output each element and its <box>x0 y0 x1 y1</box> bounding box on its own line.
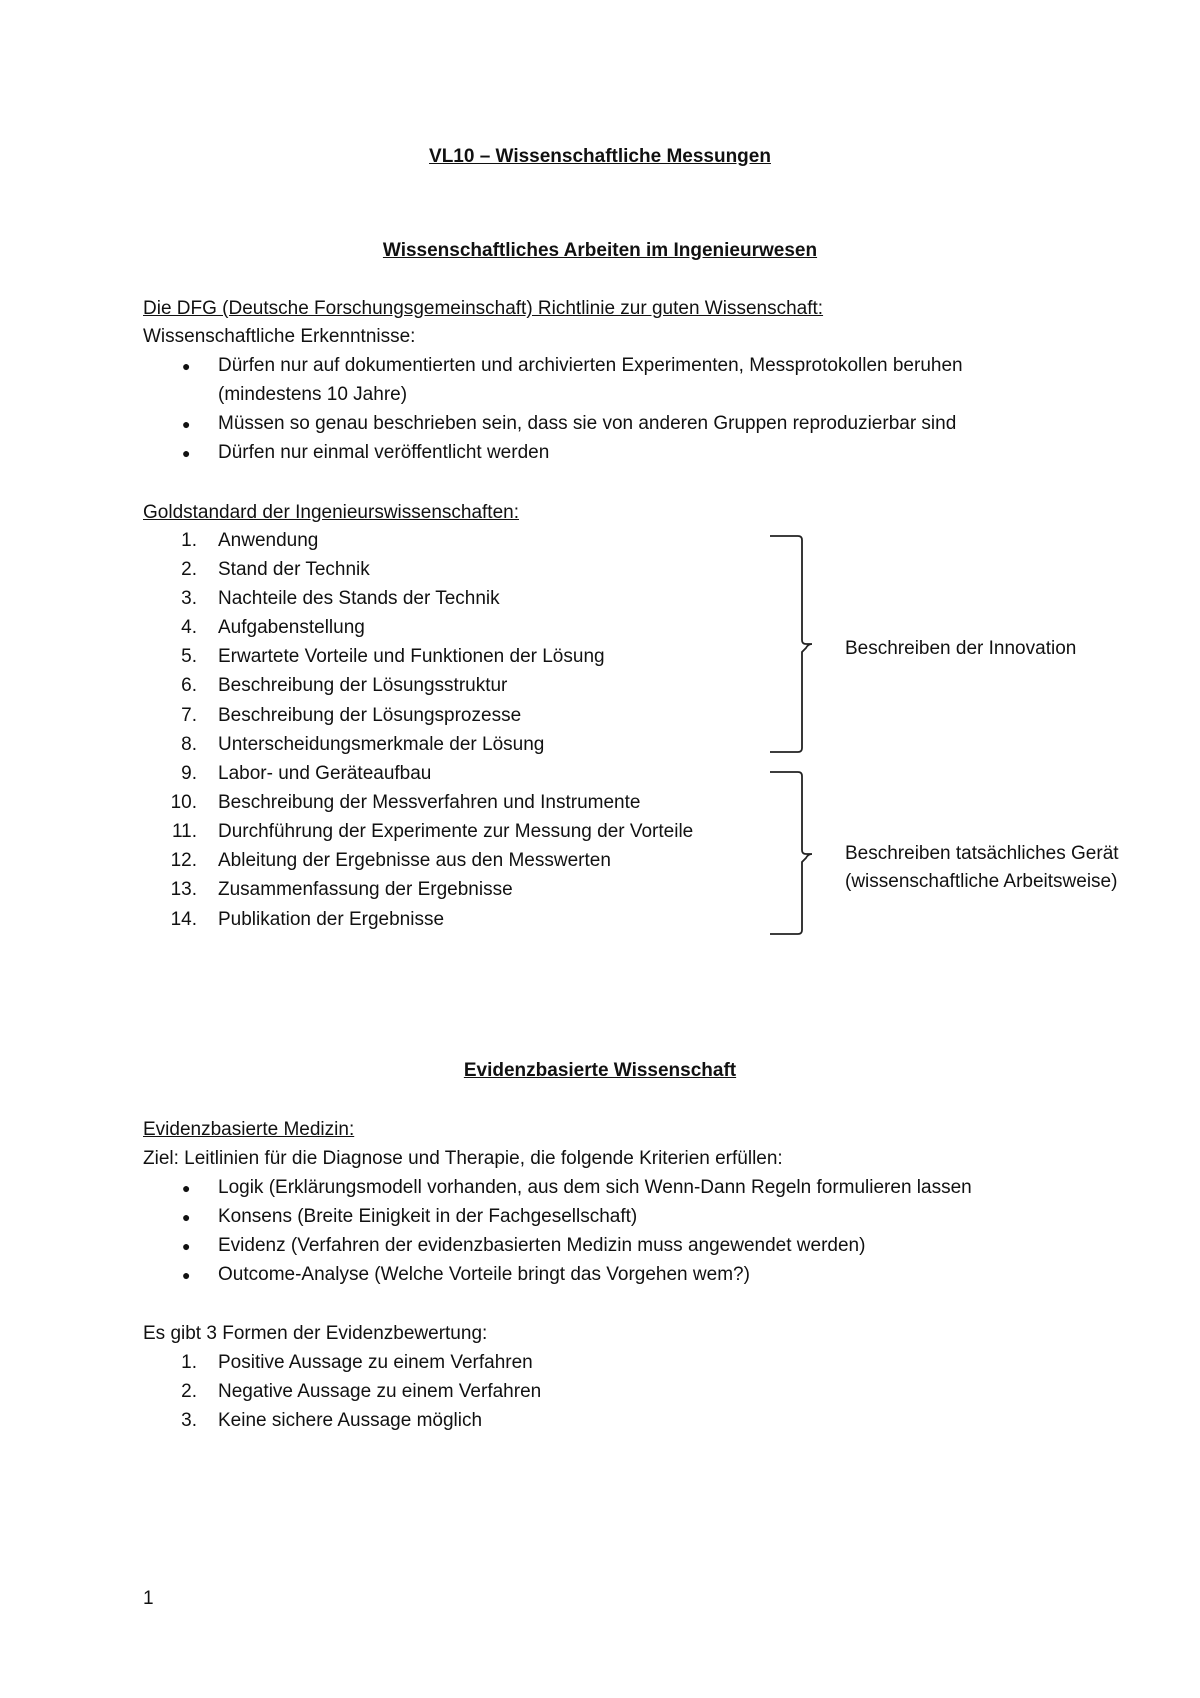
list-item: Anwendung <box>218 530 319 551</box>
list-item: Beschreibung der Lösungsprozesse <box>218 705 522 726</box>
list-number: 10. <box>170 792 197 813</box>
list-item: Positive Aussage zu einem Verfahren <box>218 1352 533 1373</box>
list-number: 5. <box>181 646 197 667</box>
bullet-item: Outcome-Analyse (Welche Vorteile bringt das Vorgehen wem?) <box>218 1264 750 1285</box>
bullet-item: Dürfen nur einmal veröffentlicht werden <box>218 442 550 463</box>
erkenntnisse-intro: Wissenschaftliche Erkenntnisse: <box>143 326 416 347</box>
list-number: 14. <box>170 909 197 930</box>
bullet-item-continuation: (mindestens 10 Jahre) <box>218 384 408 405</box>
list-number: 1. <box>181 1352 197 1373</box>
list-number: 8. <box>181 734 197 755</box>
formen-heading: Es gibt 3 Formen der Evidenzbewertung: <box>143 1323 488 1344</box>
goldstandard-heading: Goldstandard der Ingenieurswissenschaften: <box>143 502 520 523</box>
bullet-item: Dürfen nur auf dokumentierten und archivierten Experimenten, Messprotokollen beruhen <box>218 355 963 376</box>
list-item: Keine sichere Aussage möglich <box>218 1410 483 1431</box>
page-number: 1 <box>143 1588 154 1609</box>
brace-label-innovation: Beschreiben der Innovation <box>845 638 1077 659</box>
list-number: 11. <box>171 821 197 842</box>
list-item: Durchführung der Experimente zur Messung der Vorteile <box>218 821 694 842</box>
list-item: Nachteile des Stands der Technik <box>218 588 500 609</box>
list-number: 2. <box>181 559 197 580</box>
bullet-item: Evidenz (Verfahren der evidenzbasierten Medizin muss angewendet werden) <box>218 1235 866 1256</box>
list-item: Publikation der Ergebnisse <box>218 909 445 930</box>
medizin-heading: Evidenzbasierte Medizin: <box>143 1119 355 1140</box>
list-item: Beschreibung der Messverfahren und Instrumente <box>218 792 641 813</box>
list-number: 7. <box>181 705 197 726</box>
bullet-item: Konsens (Breite Einigkeit in der Fachgesellschaft) <box>218 1206 638 1227</box>
brace-innovation <box>770 536 812 752</box>
list-item: Unterscheidungsmerkmale der Lösung <box>218 734 545 755</box>
list-item: Aufgabenstellung <box>218 617 365 638</box>
list-number: 13. <box>170 879 197 900</box>
ziel-text: Ziel: Leitlinien für die Diagnose und Therapie, die folgende Kriterien erfüllen: <box>143 1148 783 1169</box>
document-title: VL10 – Wissenschaftliche Messungen <box>429 146 771 167</box>
list-number: 9. <box>181 763 197 784</box>
list-number: 3. <box>181 588 197 609</box>
list-item: Beschreibung der Lösungsstruktur <box>218 675 508 696</box>
bullet-item: Logik (Erklärungsmodell vorhanden, aus dem sich Wenn-Dann Regeln formulieren lassen <box>218 1177 972 1198</box>
brace-label-arbeitsweise: (wissenschaftliche Arbeitsweise) <box>845 871 1118 892</box>
section-heading-evidenz: Evidenzbasierte Wissenschaft <box>463 1060 737 1081</box>
list-item: Erwartete Vorteile und Funktionen der Lösung <box>218 646 605 667</box>
list-number: 12. <box>170 850 197 871</box>
list-item: Ableitung der Ergebnisse aus den Messwerten <box>218 850 611 871</box>
list-number: 6. <box>181 675 197 696</box>
list-item: Labor- und Geräteaufbau <box>218 763 432 784</box>
list-number: 2. <box>181 1381 197 1402</box>
bullet-item: Müssen so genau beschrieben sein, dass sie von anderen Gruppen reproduzierbar sind <box>218 413 957 434</box>
list-number: 4. <box>181 617 197 638</box>
list-item: Zusammenfassung der Ergebnisse <box>218 879 513 900</box>
brace-label-geraet: Beschreiben tatsächliches Gerät <box>845 843 1119 864</box>
list-item: Negative Aussage zu einem Verfahren <box>218 1381 542 1402</box>
dfg-heading: Die DFG (Deutsche Forschungsgemeinschaft) Richtlinie zur guten Wissenschaft: <box>143 298 824 319</box>
list-number: 1. <box>181 530 197 551</box>
document-page: VL10 – Wissenschaftliche Messungen Wissenschaftliches Arbeiten im Ingenieurwesen Die DFG (Deutsche Forschungsgemeinschaft) Richtlinie zur guten Wissenschaft: Wissenschaftliche Erkenntnisse: ● Dürfen nur auf dokumentierten und archivierten Experimenten, Messprotokollen beruhen (mindestens 10 Jahre) ● Müssen so genau beschrieben sein, dass sie von anderen Gruppen reproduzierbar sind ● Dürfen nur einmal veröffentlicht werden Goldstandard der Ingenieurswissenschaften: 1. Anwendung 2. Stand der Technik 3. Nachteile des Stands der Technik 4. Aufgabenstellung 5. Erwartete Vorteile und Funktionen der Lösung 6. Beschreibung der Lösungsstruktur 7. Beschreibung der Lösungsprozesse 8. Unterscheidungsmerkmale der Lösung 9. Labor- und Geräteaufbau 10. Beschreibung der Messverfahren und Instrumente 11. Durchführung der Experimente zur Messung der Vorteile 12. Ableitung der Ergebnisse aus den Messwerten 13. Zusammenfassung der Ergebnisse 14. Publikation der Ergebnisse Beschreiben der Innovation Beschreiben tatsächliches Gerät (wissenschaftliche Arbeitsweise) Evidenzbasierte Wissenschaft Evidenzbasierte Medizin: Ziel: Leitlinien für die Diagnose und Therapie, die folgende Kriterien erfüllen: ● Logik (Erklärungsmodell vorhanden, aus dem sich Wenn-Dann Regeln formulieren lassen ● Konsens (Breite Einigkeit in der Fachgesellschaft) ● Evidenz (Verfahren der evidenzbasierten Medizin muss angewendet werden) ● Outcome-Analyse (Welche Vorteile bringt das Vorgehen wem?) Es gibt 3 Formen der Evidenzbewertung: 1. Positive Aussage zu einem Verfahren 2. Negative Aussage zu einem Verfahren 3. Keine sichere Aussage möglich 1 <box>0 0 1200 1698</box>
brace-geraet <box>770 772 812 934</box>
section-heading-ingenieurwesen: Wissenschaftliches Arbeiten im Ingenieurwesen <box>382 240 818 261</box>
list-number: 3. <box>181 1410 197 1431</box>
list-item: Stand der Technik <box>218 559 370 580</box>
